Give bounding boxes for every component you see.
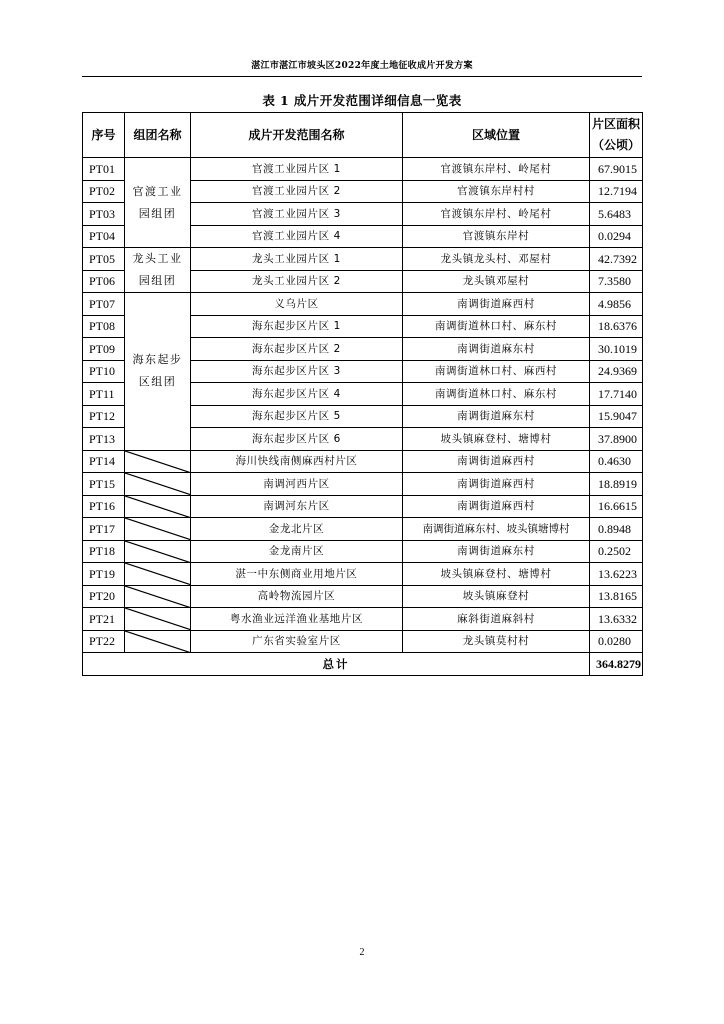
row-area: 18.8919 — [590, 473, 643, 496]
row-area: 4.9856 — [590, 293, 643, 316]
row-area: 0.0294 — [590, 225, 643, 248]
header-area — [590, 113, 643, 158]
row-area: 17.7140 — [590, 383, 643, 406]
diagonal-slash — [125, 473, 190, 495]
page-number: 2 — [359, 947, 365, 958]
table-row — [83, 495, 643, 518]
row-area: 12.7194 — [590, 180, 643, 203]
row-code: PT14 — [83, 450, 125, 473]
diagonal-slash — [125, 608, 190, 630]
row-location: 坡头镇麻登村 — [403, 585, 590, 608]
table-row — [83, 518, 643, 541]
row-location: 南调街道麻东村、坡头镇塘博村 — [403, 518, 590, 541]
row-location: 官渡镇东岸村、岭尾村 — [403, 158, 590, 181]
empty-group-cell — [125, 585, 191, 608]
row-location: 坡头镇麻登村、塘博村 — [403, 428, 590, 451]
total-row — [83, 653, 643, 676]
row-location: 龙头镇邓屋村 — [403, 270, 590, 293]
row-name: 海东起步区片区 5 — [191, 405, 403, 428]
row-location: 南调街道麻西村 — [403, 495, 590, 518]
row-code: PT15 — [83, 473, 125, 496]
table-header-row — [83, 113, 643, 158]
row-location: 南调街道林口村、麻西村 — [403, 360, 590, 383]
table-row — [83, 248, 643, 271]
row-name: 海东起步区片区 2 — [191, 338, 403, 361]
table-row — [83, 608, 643, 631]
row-location: 南调街道麻东村 — [403, 405, 590, 428]
row-location: 南调街道林口村、麻东村 — [403, 383, 590, 406]
group-haidong: 海东起步区组团 — [125, 293, 191, 451]
row-location: 南调街道麻西村 — [403, 450, 590, 473]
header-range-name: 成片开发范围名称 — [191, 113, 403, 158]
row-area: 30.1019 — [590, 338, 643, 361]
row-area: 0.4630 — [590, 450, 643, 473]
row-location: 官渡镇东岸村 — [403, 225, 590, 248]
header-seq: 序号 — [83, 113, 125, 158]
diagonal-slash — [125, 518, 190, 540]
empty-group-cell — [125, 563, 191, 586]
empty-group-cell — [125, 450, 191, 473]
row-area: 5.6483 — [590, 203, 643, 226]
row-code: PT22 — [83, 630, 125, 653]
row-code: PT10 — [83, 360, 125, 383]
row-location: 坡头镇麻登村、塘博村 — [403, 563, 590, 586]
row-code: PT12 — [83, 405, 125, 428]
row-area: 24.9369 — [590, 360, 643, 383]
row-location: 龙头镇莫村村 — [403, 630, 590, 653]
row-code: PT19 — [83, 563, 125, 586]
diagonal-slash — [125, 631, 190, 653]
row-area: 13.6223 — [590, 563, 643, 586]
row-area: 15.9047 — [590, 405, 643, 428]
diagonal-slash — [125, 586, 190, 608]
table-row — [83, 450, 643, 473]
table-caption: 表 1 成片开发范围详细信息一览表 — [262, 93, 462, 108]
row-area: 13.6332 — [590, 608, 643, 631]
row-name: 官渡工业园片区 1 — [191, 158, 403, 181]
table-row — [83, 473, 643, 496]
row-code: PT03 — [83, 203, 125, 226]
row-area: 0.0280 — [590, 630, 643, 653]
row-area: 18.6376 — [590, 315, 643, 338]
row-location: 龙头镇龙头村、邓屋村 — [403, 248, 590, 271]
running-header: 湛江市湛江市坡头区2022年度土地征收成片开发方案 — [251, 61, 473, 71]
header-group: 组团名称 — [125, 113, 191, 158]
table-row — [83, 563, 643, 586]
row-code: PT11 — [83, 383, 125, 406]
row-name: 官渡工业园片区 2 — [191, 180, 403, 203]
row-name: 湛一中东侧商业用地片区 — [191, 563, 403, 586]
row-location: 南调街道麻西村 — [403, 473, 590, 496]
row-code: PT02 — [83, 180, 125, 203]
empty-group-cell — [125, 495, 191, 518]
row-location: 南调街道麻东村 — [403, 540, 590, 563]
table-row — [83, 585, 643, 608]
row-area: 13.8165 — [590, 585, 643, 608]
empty-group-cell — [125, 473, 191, 496]
row-name: 义乌片区 — [191, 293, 403, 316]
header-location: 区域位置 — [403, 113, 590, 158]
empty-group-cell — [125, 518, 191, 541]
row-code: PT07 — [83, 293, 125, 316]
row-name: 广东省实验室片区 — [191, 630, 403, 653]
row-code: PT09 — [83, 338, 125, 361]
row-area: 0.8948 — [590, 518, 643, 541]
row-area: 67.9015 — [590, 158, 643, 181]
row-name: 南调河东片区 — [191, 495, 403, 518]
empty-group-cell — [125, 540, 191, 563]
row-name: 金龙南片区 — [191, 540, 403, 563]
row-code: PT05 — [83, 248, 125, 271]
empty-group-cell — [125, 608, 191, 631]
table-row — [83, 293, 643, 316]
row-name: 海东起步区片区 6 — [191, 428, 403, 451]
row-name: 龙头工业园片区 1 — [191, 248, 403, 271]
diagonal-slash — [125, 563, 190, 585]
header-area-label: 片区面积 — [591, 117, 640, 131]
row-name: 官渡工业园片区 4 — [191, 225, 403, 248]
row-code: PT20 — [83, 585, 125, 608]
table-row — [83, 540, 643, 563]
row-code: PT16 — [83, 495, 125, 518]
diagonal-slash — [125, 451, 190, 473]
row-location: 麻斜街道麻斜村 — [403, 608, 590, 631]
row-code: PT01 — [83, 158, 125, 181]
row-area: 37.8900 — [590, 428, 643, 451]
row-code: PT08 — [83, 315, 125, 338]
header-divider — [82, 76, 642, 77]
row-code: PT17 — [83, 518, 125, 541]
row-location: 南调街道麻东村 — [403, 338, 590, 361]
table-row — [83, 630, 643, 653]
row-location: 南调街道麻西村 — [403, 293, 590, 316]
row-name: 龙头工业园片区 2 — [191, 270, 403, 293]
row-code: PT06 — [83, 270, 125, 293]
row-name: 海东起步区片区 4 — [191, 383, 403, 406]
development-area-table — [82, 112, 643, 676]
row-name: 海川快线南侧麻西村片区 — [191, 450, 403, 473]
header-area-unit: （公顷） — [591, 138, 640, 152]
row-location: 南调街道林口村、麻东村 — [403, 315, 590, 338]
group-guandu: 官渡工业园组团 — [125, 158, 191, 248]
row-name: 粤水渔业远洋渔业基地片区 — [191, 608, 403, 631]
total-value: 364.8279 — [590, 653, 643, 676]
row-name: 金龙北片区 — [191, 518, 403, 541]
group-longtou: 龙头工业园组团 — [125, 248, 191, 293]
row-name: 海东起步区片区 1 — [191, 315, 403, 338]
total-label: 总计 — [83, 653, 590, 676]
row-area: 7.3580 — [590, 270, 643, 293]
row-code: PT18 — [83, 540, 125, 563]
diagonal-slash — [125, 496, 190, 518]
table-row — [83, 158, 643, 181]
row-code: PT04 — [83, 225, 125, 248]
row-area: 0.2502 — [590, 540, 643, 563]
row-location: 官渡镇东岸村、岭尾村 — [403, 203, 590, 226]
row-name: 海东起步区片区 3 — [191, 360, 403, 383]
row-area: 16.6615 — [590, 495, 643, 518]
empty-group-cell — [125, 630, 191, 653]
row-location: 官渡镇东岸村村 — [403, 180, 590, 203]
row-name: 南调河西片区 — [191, 473, 403, 496]
row-code: PT21 — [83, 608, 125, 631]
row-name: 官渡工业园片区 3 — [191, 203, 403, 226]
diagonal-slash — [125, 541, 190, 563]
row-code: PT13 — [83, 428, 125, 451]
row-area: 42.7392 — [590, 248, 643, 271]
row-name: 高岭物流园片区 — [191, 585, 403, 608]
